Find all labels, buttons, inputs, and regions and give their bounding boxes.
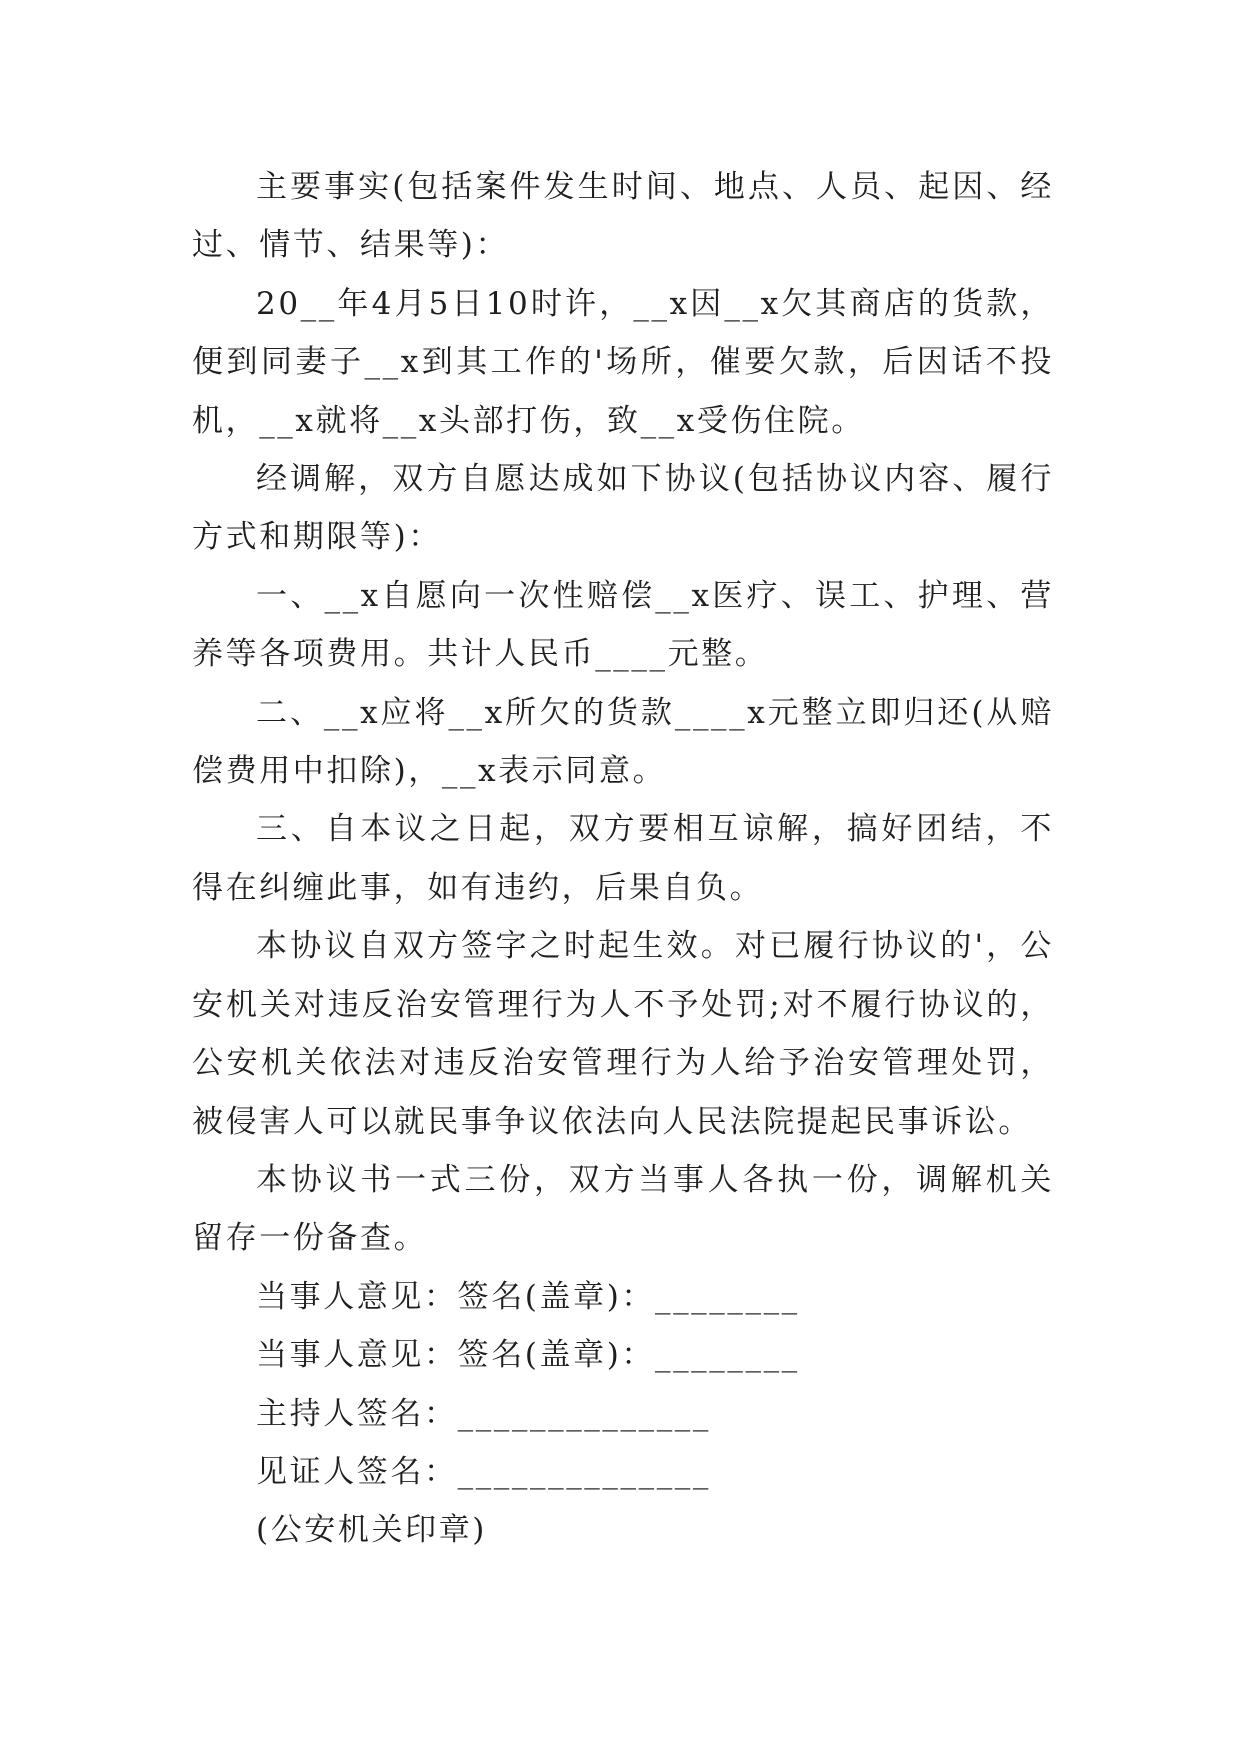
paragraph-incident: 20__年4月5日10时许，__x因__x欠其商店的货款，便到同妻子__x到其工作的'场所，催要欠款，后因话不投机，__x就将__x头部打伤，致__x受伤住院。 xyxy=(192,285,1054,439)
paragraph-effectiveness: 本协议自双方签字之时起生效。对已履行协议的'，公安机关对违反治安管理行为人不予处罚;对不履行协议的，公安机关依法对违反治安管理行为人给予治安管理处罚，被侵害人可以就民事争议依法向人民法院提起民事诉讼。 xyxy=(192,928,1054,1140)
document-body xyxy=(192,158,1054,1560)
signature-witness: 见证人签名：______________ xyxy=(256,1453,711,1490)
paragraph-main-facts: 主要事实(包括案件发生时间、地点、人员、起因、经过、情节、结果等)： xyxy=(192,169,1054,264)
paragraph-clause-2: 二、__x应将__x所欠的货款____x元整立即归还(从赔偿费用中扣除)，__x表示同意。 xyxy=(192,694,1054,790)
signature-host: 主持人签名：______________ xyxy=(256,1395,711,1432)
signature-party-2: 当事人意见：签名(盖章)：________ xyxy=(256,1337,800,1374)
police-seal-note: (公安机关印章) xyxy=(256,1512,487,1549)
paragraph-copies: 本协议书一式三份，双方当事人各执一份，调解机关留存一份备查。 xyxy=(192,1161,1054,1257)
signature-party-1: 当事人意见：签名(盖章)：________ xyxy=(256,1278,800,1315)
paragraph-mediation: 经调解，双方自愿达成如下协议(包括协议内容、履行方式和期限等)： xyxy=(192,461,1054,556)
paragraph-clause-3: 三、自本议之日起，双方要相互谅解，搞好团结，不得在纠缠此事，如有违约，后果自负。 xyxy=(192,811,1054,906)
paragraph-clause-1: 一、__x自愿向一次性赔偿__x医疗、误工、护理、营养等各项费用。共计人民币____元整。 xyxy=(192,577,1054,673)
